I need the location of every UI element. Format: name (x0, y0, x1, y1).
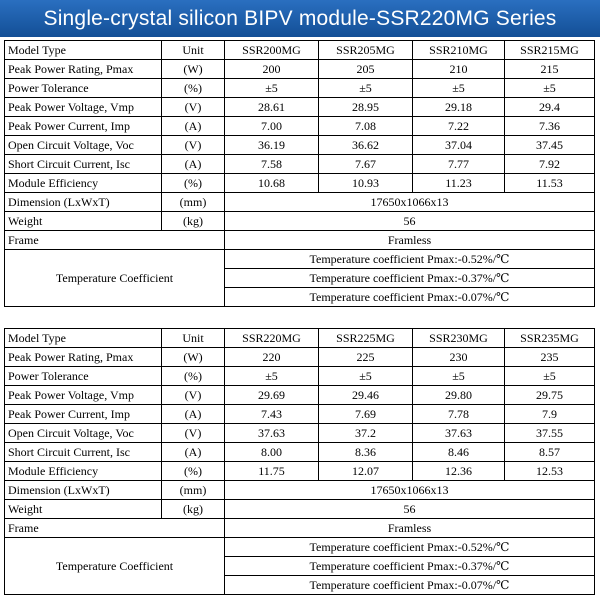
cell-value: 29.75 (505, 386, 595, 405)
cell-value: 7.69 (319, 405, 413, 424)
dimension-value: 17650x1066x13 (225, 193, 595, 212)
row-label: Dimension (LxWxT) (5, 481, 162, 500)
weight-value: 56 (225, 500, 595, 519)
cell-value: 7.22 (413, 117, 505, 136)
cell-value: 235 (505, 348, 595, 367)
cell-value: 7.77 (413, 155, 505, 174)
cell-value: 7.58 (225, 155, 319, 174)
row-label: Peak Power Voltage, Vmp (5, 386, 162, 405)
cell-value: 11.75 (225, 462, 319, 481)
table-row (5, 98, 595, 117)
row-label: Peak Power Rating, Pmax (5, 60, 162, 79)
cell-value: 7.92 (505, 155, 595, 174)
header-unit: Unit (162, 41, 225, 60)
cell-value: 11.23 (413, 174, 505, 193)
header-model: SSR210MG (413, 41, 505, 60)
dimension-value: 17650x1066x13 (225, 481, 595, 500)
cell-value: 8.57 (505, 443, 595, 462)
cell-value: 205 (319, 60, 413, 79)
header-model: SSR200MG (225, 41, 319, 60)
row-unit: (V) (162, 98, 225, 117)
table-row (5, 155, 595, 174)
row-unit: (V) (162, 424, 225, 443)
cell-value: 29.69 (225, 386, 319, 405)
cell-value: 29.18 (413, 98, 505, 117)
header-model-type: Model Type (5, 329, 162, 348)
cell-value: 28.95 (319, 98, 413, 117)
table-row (5, 462, 595, 481)
weight-row (5, 500, 595, 519)
cell-value: 8.36 (319, 443, 413, 462)
table-row (5, 424, 595, 443)
temperature-line: Temperature coefficient Pmax:-0.07%/℃ (225, 288, 595, 307)
frame-row (5, 231, 595, 250)
cell-value: 7.43 (225, 405, 319, 424)
temperature-line: Temperature coefficient Pmax:-0.07%/℃ (225, 576, 595, 595)
row-unit: (mm) (162, 481, 225, 500)
row-unit: (kg) (162, 212, 225, 231)
cell-value: 200 (225, 60, 319, 79)
temperature-line: Temperature coefficient Pmax:-0.52%/℃ (225, 250, 595, 269)
row-label: Peak Power Current, Imp (5, 405, 162, 424)
weight-row (5, 212, 595, 231)
header-model-type: Model Type (5, 41, 162, 60)
cell-value: 220 (225, 348, 319, 367)
cell-value: 37.63 (225, 424, 319, 443)
cell-value: 12.36 (413, 462, 505, 481)
table-row (5, 443, 595, 462)
cell-value: 7.9 (505, 405, 595, 424)
header-model: SSR225MG (319, 329, 413, 348)
temperature-label: Temperature Coefficient (5, 538, 225, 595)
row-label: Frame (5, 519, 225, 538)
row-label: Short Circuit Current, Isc (5, 443, 162, 462)
row-label: Short Circuit Current, Isc (5, 155, 162, 174)
table-row (5, 174, 595, 193)
row-label: Module Efficiency (5, 174, 162, 193)
table-row (5, 136, 595, 155)
cell-value: 11.53 (505, 174, 595, 193)
table-row (5, 367, 595, 386)
header-model: SSR235MG (505, 329, 595, 348)
row-unit: (%) (162, 462, 225, 481)
cell-value: 7.36 (505, 117, 595, 136)
table-row (5, 79, 595, 98)
spec-table (4, 40, 595, 307)
dimension-row (5, 193, 595, 212)
cell-value: 12.07 (319, 462, 413, 481)
header-model: SSR230MG (413, 329, 505, 348)
cell-value: ±5 (225, 79, 319, 98)
table-header-row (5, 41, 595, 60)
cell-value: 37.63 (413, 424, 505, 443)
cell-value: ±5 (505, 367, 595, 386)
cell-value: 37.2 (319, 424, 413, 443)
row-label: Power Tolerance (5, 367, 162, 386)
cell-value: 12.53 (505, 462, 595, 481)
row-label: Frame (5, 231, 225, 250)
cell-value: 7.08 (319, 117, 413, 136)
table-header-row (5, 329, 595, 348)
cell-value: ±5 (319, 367, 413, 386)
row-unit: (V) (162, 136, 225, 155)
frame-value: Framless (225, 519, 595, 538)
row-unit: (kg) (162, 500, 225, 519)
cell-value: 36.19 (225, 136, 319, 155)
table-row (5, 60, 595, 79)
cell-value: 10.68 (225, 174, 319, 193)
header-model: SSR215MG (505, 41, 595, 60)
row-label: Weight (5, 500, 162, 519)
cell-value: 230 (413, 348, 505, 367)
row-unit: (%) (162, 367, 225, 386)
cell-value: 29.4 (505, 98, 595, 117)
row-label: Weight (5, 212, 162, 231)
cell-value: 29.46 (319, 386, 413, 405)
cell-value: ±5 (413, 367, 505, 386)
page-title: Single-crystal silicon BIPV module-SSR220MG Series (0, 0, 600, 37)
cell-value: 37.04 (413, 136, 505, 155)
row-label: Open Circuit Voltage, Voc (5, 424, 162, 443)
cell-value: ±5 (225, 367, 319, 386)
cell-value: 36.62 (319, 136, 413, 155)
cell-value: 7.00 (225, 117, 319, 136)
row-unit: (A) (162, 117, 225, 136)
cell-value: 8.46 (413, 443, 505, 462)
temperature-line: Temperature coefficient Pmax:-0.52%/℃ (225, 538, 595, 557)
cell-value: 225 (319, 348, 413, 367)
row-label: Module Efficiency (5, 462, 162, 481)
table-row (5, 348, 595, 367)
row-label: Open Circuit Voltage, Voc (5, 136, 162, 155)
cell-value: 7.67 (319, 155, 413, 174)
cell-value: 37.45 (505, 136, 595, 155)
header-model: SSR205MG (319, 41, 413, 60)
cell-value: 8.00 (225, 443, 319, 462)
frame-value: Framless (225, 231, 595, 250)
cell-value: ±5 (413, 79, 505, 98)
header-model: SSR220MG (225, 329, 319, 348)
table-row (5, 117, 595, 136)
table-row (5, 386, 595, 405)
temperature-label: Temperature Coefficient (5, 250, 225, 307)
temperature-line: Temperature coefficient Pmax:-0.37%/℃ (225, 269, 595, 288)
weight-value: 56 (225, 212, 595, 231)
temperature-row (5, 538, 595, 557)
row-label: Power Tolerance (5, 79, 162, 98)
cell-value: ±5 (505, 79, 595, 98)
row-unit: (A) (162, 443, 225, 462)
row-unit: (W) (162, 60, 225, 79)
row-unit: (A) (162, 155, 225, 174)
cell-value: ±5 (319, 79, 413, 98)
cell-value: 29.80 (413, 386, 505, 405)
row-unit: (mm) (162, 193, 225, 212)
row-label: Peak Power Current, Imp (5, 117, 162, 136)
temperature-row (5, 250, 595, 269)
table-row (5, 405, 595, 424)
row-unit: (W) (162, 348, 225, 367)
cell-value: 10.93 (319, 174, 413, 193)
frame-row (5, 519, 595, 538)
row-unit: (A) (162, 405, 225, 424)
cell-value: 7.78 (413, 405, 505, 424)
row-label: Peak Power Voltage, Vmp (5, 98, 162, 117)
cell-value: 210 (413, 60, 505, 79)
row-label: Dimension (LxWxT) (5, 193, 162, 212)
cell-value: 37.55 (505, 424, 595, 443)
row-unit: (%) (162, 174, 225, 193)
row-label: Peak Power Rating, Pmax (5, 348, 162, 367)
spec-table (4, 328, 595, 595)
temperature-line: Temperature coefficient Pmax:-0.37%/℃ (225, 557, 595, 576)
row-unit: (%) (162, 79, 225, 98)
row-unit: (V) (162, 386, 225, 405)
cell-value: 28.61 (225, 98, 319, 117)
header-unit: Unit (162, 329, 225, 348)
cell-value: 215 (505, 60, 595, 79)
dimension-row (5, 481, 595, 500)
